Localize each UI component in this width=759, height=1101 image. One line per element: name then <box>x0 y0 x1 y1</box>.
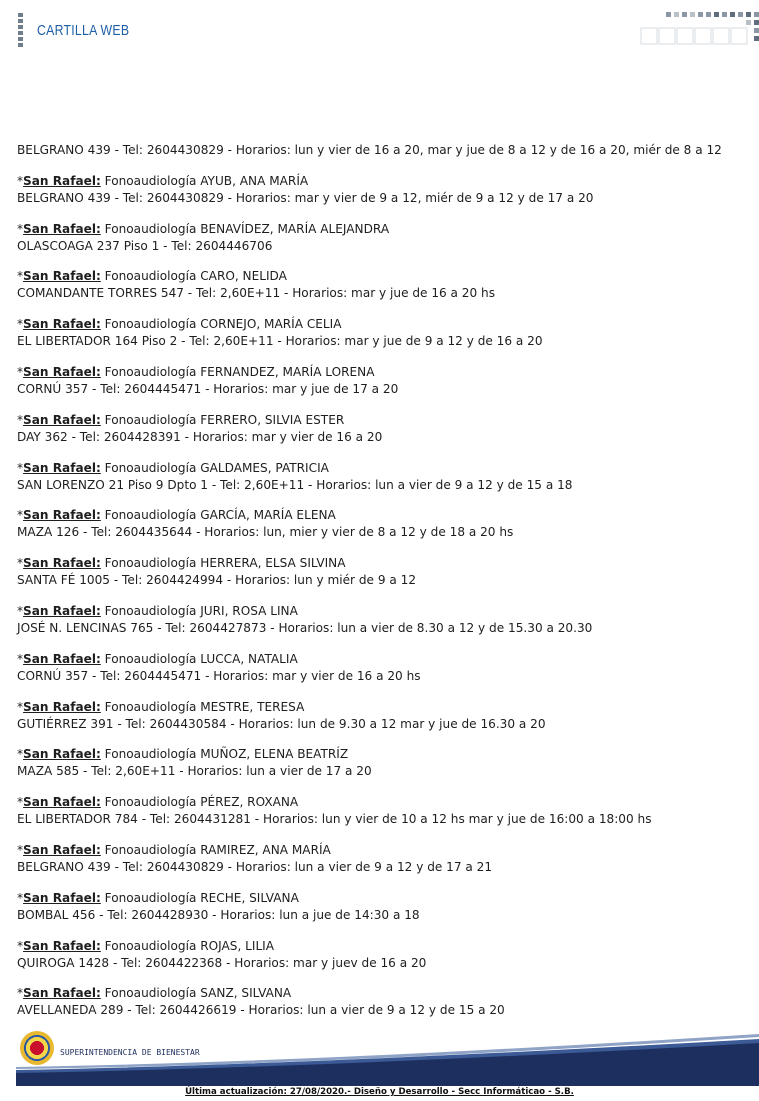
provider-name: Fonoaudiología RECHE, SILVANA <box>100 890 299 905</box>
provider-name-line <box>17 699 752 716</box>
asterisk-marker: * <box>17 508 24 523</box>
asterisk-marker: * <box>17 221 24 236</box>
provider-name-line <box>17 412 752 429</box>
provider-details: COMANDANTE TORRES 547 - Tel: 2,60E+11 - Horarios: mar y jue de 16 a 20 hs <box>17 286 496 301</box>
list-item <box>17 603 752 637</box>
header-title: CARTILLA WEB <box>37 22 130 39</box>
provider-details: BELGRANO 439 - Tel: 2604430829 - Horarios: lun a vier de 9 a 12 y de 17 a 21 <box>17 859 493 874</box>
provider-name-line <box>17 603 752 620</box>
footer-org-name: SUPERINTENDENCIA DE BIENESTAR <box>60 1048 200 1057</box>
provider-name: Fonoaudiología MUÑOZ, ELENA BEATRÍZ <box>100 747 349 762</box>
list-item <box>17 938 752 972</box>
asterisk-marker: * <box>17 986 24 1001</box>
list-item <box>17 460 752 494</box>
list-item <box>17 890 752 924</box>
grid-decoration-icon <box>640 11 759 47</box>
list-item <box>17 221 752 255</box>
city-label: San Rafael: <box>23 986 101 1001</box>
provider-name: Fonoaudiología FERRERO, SILVIA ESTER <box>100 412 345 427</box>
provider-details: DAY 362 - Tel: 2604428391 - Horarios: mar y vier de 16 a 20 <box>17 429 383 444</box>
list-item <box>17 842 752 876</box>
city-label: San Rafael: <box>23 412 101 427</box>
provider-name: Fonoaudiología AYUB, ANA MARÍA <box>100 173 309 188</box>
list-item <box>17 699 752 733</box>
asterisk-marker: * <box>17 603 24 618</box>
city-label: San Rafael: <box>23 508 101 523</box>
provider-name-line <box>17 316 752 333</box>
asterisk-marker: * <box>17 556 24 571</box>
provider-name-line <box>17 221 752 238</box>
institution-seal-icon <box>20 1031 54 1065</box>
provider-name-line <box>17 507 752 524</box>
list-item <box>17 173 752 207</box>
provider-details: QUIROGA 1428 - Tel: 2604422368 - Horarios: mar y juev de 16 a 20 <box>17 955 427 970</box>
provider-name: Fonoaudiología SANZ, SILVANA <box>100 986 292 1001</box>
provider-name-line <box>17 268 752 285</box>
list-item <box>17 412 752 446</box>
page-footer <box>0 1028 759 1101</box>
list-item <box>17 746 752 780</box>
provider-name-line <box>17 842 752 859</box>
provider-details: EL LIBERTADOR 784 - Tel: 2604431281 - Horarios: lun y vier de 10 a 12 hs mar y jue de 16:00 a 18:00 hs <box>17 812 652 827</box>
provider-name-line <box>17 555 752 572</box>
city-label: San Rafael: <box>23 603 101 618</box>
provider-details: MAZA 126 - Tel: 2604435644 - Horarios: lun, mier y vier de 8 a 12 y de 18 a 20 hs <box>17 525 514 540</box>
provider-name: Fonoaudiología ROJAS, LILIA <box>100 938 275 953</box>
provider-details: CORNÚ 357 - Tel: 2604445471 - Horarios: mar y vier de 16 a 20 hs <box>17 668 421 683</box>
city-label: San Rafael: <box>23 938 101 953</box>
provider-details: OLASCOAGA 237 Piso 1 - Tel: 2604446706 <box>17 238 273 253</box>
provider-name: Fonoaudiología CARO, NELIDA <box>100 269 287 284</box>
provider-name: Fonoaudiología MESTRE, TERESA <box>100 699 305 714</box>
provider-name: Fonoaudiología RAMIREZ, ANA MARÍA <box>100 842 331 857</box>
provider-name: Fonoaudiología HERRERA, ELSA SILVINA <box>100 556 346 571</box>
list-item <box>17 316 752 350</box>
asterisk-marker: * <box>17 795 24 810</box>
list-item <box>17 794 752 828</box>
asterisk-marker: * <box>17 651 24 666</box>
provider-name-line <box>17 746 752 763</box>
provider-name-line <box>17 651 752 668</box>
city-label: San Rafael: <box>23 269 101 284</box>
list-item <box>17 364 752 398</box>
provider-name-line <box>17 938 752 955</box>
provider-details: AVELLANEDA 289 - Tel: 2604426619 - Horarios: lun a vier de 9 a 12 y de 15 a 20 <box>17 1003 505 1018</box>
city-label: San Rafael: <box>23 651 101 666</box>
city-label: San Rafael: <box>23 364 101 379</box>
city-label: San Rafael: <box>23 460 101 475</box>
page-header <box>0 0 759 60</box>
city-label: San Rafael: <box>23 747 101 762</box>
provider-details: BELGRANO 439 - Tel: 2604430829 - Horarios: mar y vier de 9 a 12, miér de 9 a 12 y de 17 a 20 <box>17 190 594 205</box>
provider-details: SANTA FÉ 1005 - Tel: 2604424994 - Horarios: lun y miér de 9 a 12 <box>17 573 417 588</box>
list-item-continued: BELGRANO 439 - Tel: 2604430829 - Horarios: lun y vier de 16 a 20, mar y jue de 8 a 12 y de 16 a 20, miér de 8 a 12 <box>17 143 722 157</box>
city-label: San Rafael: <box>23 173 101 188</box>
provider-details: JOSÉ N. LENCINAS 765 - Tel: 2604427873 - Horarios: lun a vier de 8.30 a 12 y de 15.30 a 20.30 <box>17 620 593 635</box>
city-label: San Rafael: <box>23 699 101 714</box>
asterisk-marker: * <box>17 890 24 905</box>
asterisk-marker: * <box>17 269 24 284</box>
footer-update-note: Última actualización: 27/08/2020.- Diseño y Desarrollo - Secc Informáticao - S.B. <box>185 1087 574 1097</box>
provider-name: Fonoaudiología BENAVÍDEZ, MARÍA ALEJANDRA <box>100 221 390 236</box>
city-label: San Rafael: <box>23 795 101 810</box>
provider-details: BOMBAL 456 - Tel: 2604428930 - Horarios: lun a jue de 14:30 a 18 <box>17 907 420 922</box>
footer-wave-banner <box>16 1028 759 1088</box>
provider-name: Fonoaudiología LUCCA, NATALIA <box>100 651 298 666</box>
list-item <box>17 651 752 685</box>
provider-name-line <box>17 794 752 811</box>
provider-name: Fonoaudiología JURI, ROSA LINA <box>100 603 298 618</box>
provider-name-line <box>17 364 752 381</box>
asterisk-marker: * <box>17 938 24 953</box>
asterisk-marker: * <box>17 173 24 188</box>
provider-name-line <box>17 460 752 477</box>
city-label: San Rafael: <box>23 221 101 236</box>
provider-name: Fonoaudiología FERNANDEZ, MARÍA LORENA <box>100 364 375 379</box>
provider-details: MAZA 585 - Tel: 2,60E+11 - Horarios: lun a vier de 17 a 20 <box>17 764 372 779</box>
provider-name-line <box>17 985 752 1002</box>
provider-details: GUTIÉRREZ 391 - Tel: 2604430584 - Horarios: lun de 9.30 a 12 mar y jue de 16.30 a 20 <box>17 716 546 731</box>
list-item <box>17 985 752 1019</box>
provider-details: EL LIBERTADOR 164 Piso 2 - Tel: 2,60E+11 - Horarios: mar y jue de 9 a 12 y de 16 a 20 <box>17 334 543 349</box>
provider-details: CORNÚ 357 - Tel: 2604445471 - Horarios: mar y jue de 17 a 20 <box>17 381 399 396</box>
asterisk-marker: * <box>17 842 24 857</box>
city-label: San Rafael: <box>23 842 101 857</box>
asterisk-marker: * <box>17 699 24 714</box>
header-stripe <box>18 13 23 47</box>
provider-name: Fonoaudiología CORNEJO, MARÍA CELIA <box>100 317 342 332</box>
city-label: San Rafael: <box>23 556 101 571</box>
provider-list <box>17 142 752 1033</box>
asterisk-marker: * <box>17 747 24 762</box>
list-item <box>17 268 752 302</box>
asterisk-marker: * <box>17 364 24 379</box>
list-item <box>17 507 752 541</box>
city-label: San Rafael: <box>23 317 101 332</box>
provider-name: Fonoaudiología GARCÍA, MARÍA ELENA <box>100 508 336 523</box>
list-item <box>17 555 752 589</box>
provider-name: Fonoaudiología GALDAMES, PATRICIA <box>100 460 329 475</box>
asterisk-marker: * <box>17 412 24 427</box>
asterisk-marker: * <box>17 460 24 475</box>
provider-name-line <box>17 173 752 190</box>
provider-name: Fonoaudiología PÉREZ, ROXANA <box>100 795 299 810</box>
city-label: San Rafael: <box>23 890 101 905</box>
provider-name-line <box>17 890 752 907</box>
asterisk-marker: * <box>17 317 24 332</box>
provider-details: SAN LORENZO 21 Piso 9 Dpto 1 - Tel: 2,60E+11 - Horarios: lun a vier de 9 a 12 y de 15 a 18 <box>17 477 573 492</box>
